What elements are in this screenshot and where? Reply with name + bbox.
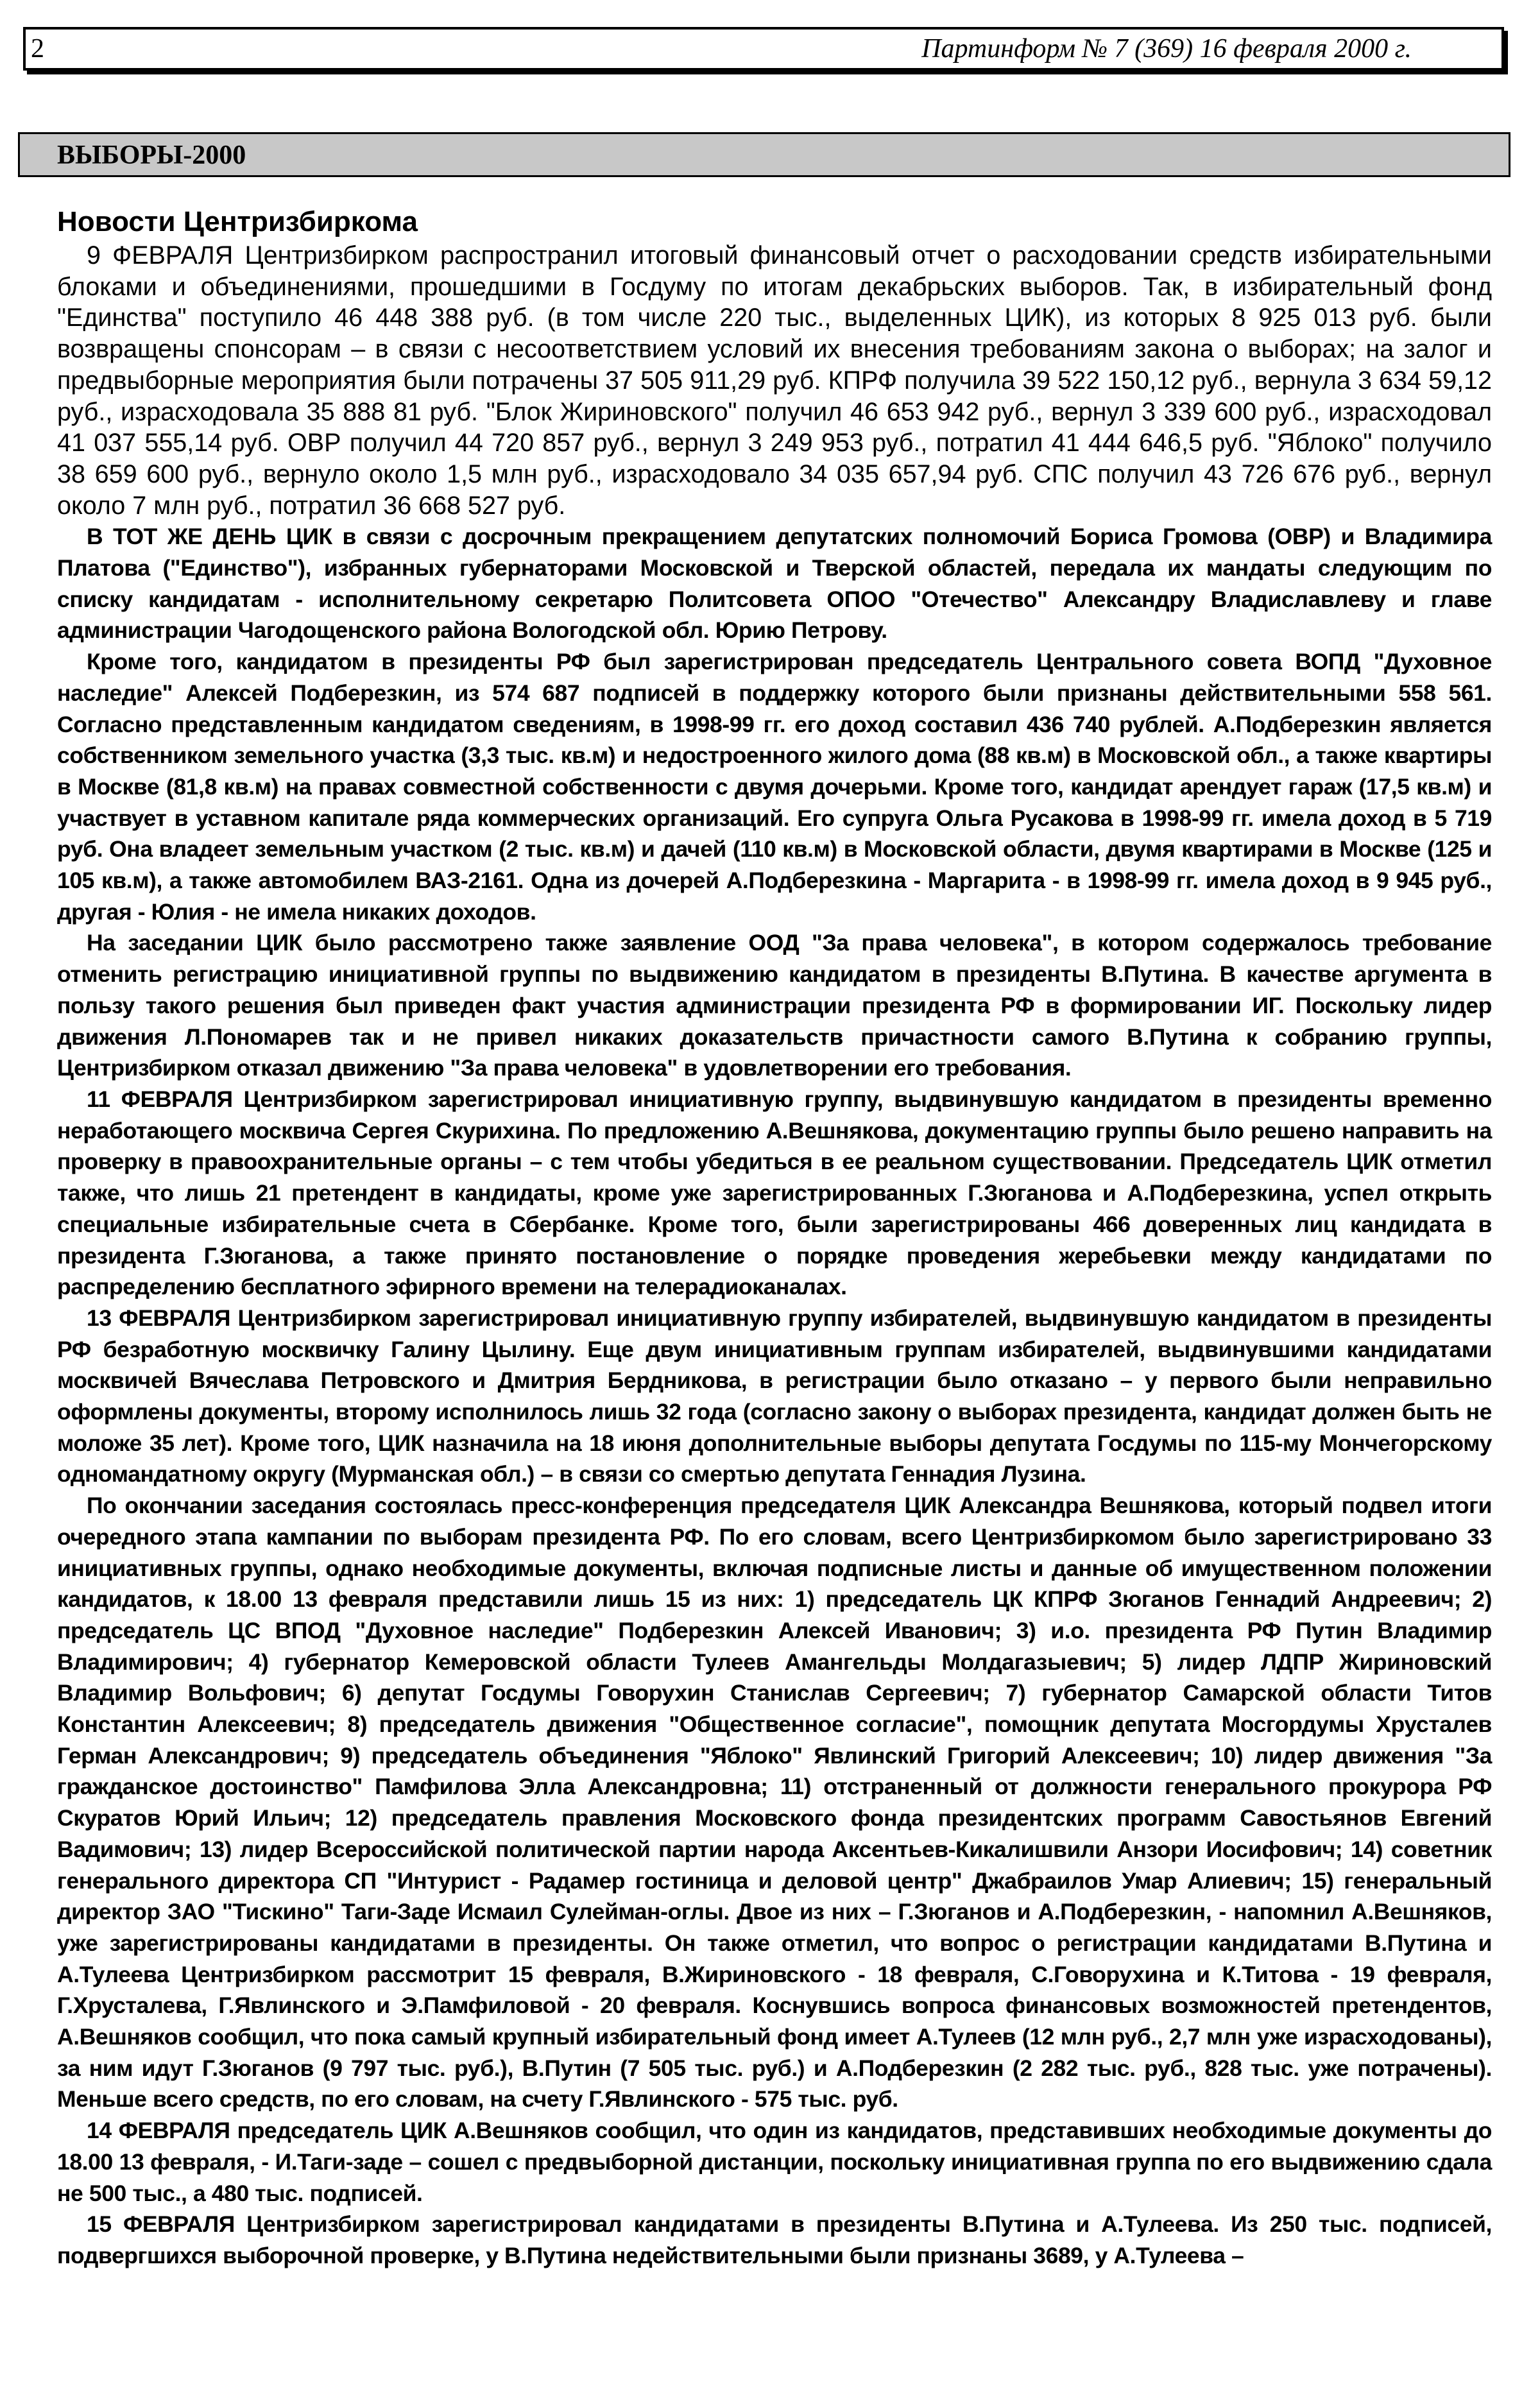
article-heading: Новости Центризбиркома [57, 206, 418, 237]
paragraph-press-conference: По окончании заседания состоялась пресс-конференция председателя ЦИК Александра Вешнякова, который подвел итоги очередного этапа кампании по выборам президента РФ. По его словам, всего Центризбиркомом было зарегистрировано 33 инициативных группы, однако необходимые документы, включая подписные листы и данные об имущественном положении кандидатов, к 18.00 13 февраля представили лишь 15 из них: 1) председатель ЦК КПРФ Зюганов Геннадий Андреевич; 2) председатель ЦС ВПОД "Духовное наследие" Подберезкин Алексей Иванович; 3) и.о. президента РФ Путин Владимир Владимирович; 4) губернатор Кемеровской области Тулеев Амангельды Молдагазыевич; 5) лидер ЛДПР Жириновский Владимир Вольфович; 6) депутат Госдумы Говорухин Станислав Сергеевич; 7) губернатор Самарской области Титов Константин Алексеевич; 8) председатель движения "Общественное согласие", помощник депутата Мосгордумы Хрусталев Герман Александрович; 9) председатель объединения "Яблоко" Явлинский Григорий Алексеевич; 10) лидер движения "За гражданское достоинство" Памфилова Элла Александровна; 11) отстраненный от должности генерального прокурора РФ Скуратов Юрий Ильич; 12) председатель правления Московского фонда президентских программ Савостьянов Евгений Вадимович; 13) лидер Всероссийской политической партии народа Аксентьев-Кикалишвили Анзори Иосифович; 14) советник генерального директора СП "Интурист - Радамер гостиница и деловой центр" Джабраилов Умар Алиевич; 15) генеральный директор ЗАО "Тискино" Таги-Заде Исмаил Сулейман-оглы. Двое из них – Г.Зюганов и А.Подберезкин, - напомнил А.Вешняков, уже зарегистрированы кандидатами в президенты. Он также отметил, что вопрос о регистрации кандидатами В.Путина и А.Тулеева Центризбирком рассмотрит 15 февраля, В.Жириновского - 18 февраля, С.Говорухина и К.Титова - 19 февраля, Г.Хрусталева, Г.Явлинского и Э.Памфиловой - 20 февраля. Коснувшись вопроса финансовых возможностей претендентов, А.Вешняков сообщил, что пока самый крупный избирательный фонд имеет А.Тулеев (12 млн руб., 2,7 млн уже израсходованы), за ним идут Г.Зюганов (9 797 тыс. руб.), В.Путин (7 505 тыс. руб.) и А.Подберезкин (2 282 тыс. руб., 828 тыс. уже потрачены). Меньше всего средств, по его словам, на счету Г.Явлинского - 575 тыс. руб. [57, 1493, 1492, 2112]
section-title: ВЫБОРЫ-2000 [57, 141, 246, 170]
section-banner [18, 132, 1510, 177]
issue-info: Партинформ № 7 (369) 16 февраля 2000 г. [921, 34, 1412, 64]
page-header [23, 27, 1504, 71]
paragraph-feb-13: 13 ФЕВРАЛЯ Центризбирком зарегистрировал инициативную группу избирателей, выдвинувшую кандидатом в президенты РФ безработную москвичку Галину Цылину. Еще двум инициативным группам избирателей, выдвинувшими кандидатами москвичей Вячеслава Петровского и Дмитрия Бердникова, в регистрации было отказано – у первого были неправильно оформлены документы, второму исполнилось лишь 32 года (согласно закону о выборах президента, кандидат должен быть не моложе 35 лет). Кроме того, ЦИК назначила на 18 июня дополнительные выборы депутата Госдумы по 115-му Мончегорскому одномандатному округу (Мурманская обл.) – в связи со смертью депутата Геннадия Лузина. [57, 1305, 1492, 1487]
page-number: 2 [31, 34, 44, 64]
paragraph-podberezkin: Кроме того, кандидатом в президенты РФ был зарегистрирован председатель Центрального совета ВОПД "Духовное наследие" Алексей Подберезкин, из 574 687 подписей в поддержку которого были признаны действительными 558 561. Согласно представленным кандидатом сведениям, в 1998-99 гг. его доход составил 436 740 рублей. А.Подберезкин является собственником земельного участка (3,3 тыс. кв.м) и недостроенного жилого дома (88 кв.м) в Московской обл., а также квартиры в Москве (81,8 кв.м) на правах совместной собственности с двумя дочерьми. Кроме того, кандидат арендует гараж (17,5 кв.м) и участвует в уставном капитале ряда коммерческих организаций. Его супруга Ольга Русакова в 1998-99 гг. имела доход в 5 719 руб. Она владеет земельным участком (2 тыс. кв.м) и дачей (110 кв.м) в Московской области, двумя квартирами в Москве (125 и 105 кв.м), а также автомобилем ВАЗ-2161. Одна из дочерей А.Подберезкина - Маргарита - в 1998-99 гг. имела доход в 9 945 руб., другая - Юлия - не имела никаких доходов. [57, 649, 1492, 925]
paragraph-human-rights: На заседании ЦИК было рассмотрено также заявление ООД "За права человека", в котором содержалось требование отменить регистрацию инициативной группы по выдвижению кандидатом в президенты В.Путина. В качестве аргумента в пользу такого решения был приведен факт участия администрации президента РФ в формировании ИГ. Поскольку лидер движения Л.Пономарев так и не привел никаких доказательств причастности самого В.Путина к собранию группы, Центризбирком отказал движению "За права человека" в удовлетворении его требования. [57, 930, 1492, 1081]
paragraph-feb-9: 9 ФЕВРАЛЯ Центризбирком распространил итоговый финансовый отчет о расходовании средств избирательными блоками и объединениями, прошедшими в Госдуму по итогам декабрьских выборов. Так, в избирательный фонд "Единства" поступило 46 448 388 руб. (в том числе 220 тыс., выделенных ЦИК), из которых 8 925 013 руб. были возвращены спонсорам – в связи с несоответствием условий их внесения требованиям закона о выборах; на залог и предвыборные мероприятия были потрачены 37 505 911,29 руб. КПРФ получила 39 522 150,12 руб., вернула 3 634 59,12 руб., израсходовала 35 888 81 руб. "Блок Жириновского" получил 46 653 942 руб., вернул 3 339 600 руб., израсходовал 41 037 555,14 руб. ОВР получил 44 720 857 руб., вернул 3 249 953 руб., потратил 41 444 646,5 руб. "Яблоко" получило 38 659 600 руб., вернуло около 1,5 млн руб., израсходовало 34 035 657,94 руб. СПС получил 43 726 676 руб., вернул около 7 млн руб., потратил 36 668 527 руб. [57, 241, 1492, 520]
paragraph-same-day: В ТОТ ЖЕ ДЕНЬ ЦИК в связи с досрочным прекращением депутатских полномочий Бориса Громова (ОВР) и Владимира Платова ("Единство"), избранных губернаторами Московской и Тверской областей, передала их мандаты следующим по списку кандидатам - исполнительному секретарю Политсовета ОПОО "Отечество" Александру Владиславлеву и главе администрации Чагодощенского района Вологодской обл. Юрию Петрову. [57, 524, 1492, 644]
paragraph-feb-11: 11 ФЕВРАЛЯ Центризбирком зарегистрировал инициативную группу, выдвинувшую кандидатом в президенты временно неработающего москвича Сергея Скурихина. По предложению А.Вешнякова, документацию группы было решено направить на проверку в правоохранительные органы – с тем чтобы убедиться в ее реальном существовании. Председатель ЦИК отметил также, что лишь 21 претендент в кандидаты, кроме уже зарегистрированных Г.Зюганова и А.Подберезкина, успел открыть специальные избирательные счета в Сбербанке. Кроме того, были зарегистрированы 466 доверенных лиц кандидата в президента Г.Зюганова, а также принято постановление о порядке проведения жеребьевки между кандидатами по распределению бесплатного эфирного времени на телерадиоканалах. [57, 1086, 1492, 1300]
paragraph-feb-15: 15 ФЕВРАЛЯ Центризбирком зарегистрировал кандидатами в президенты В.Путина и А.Тулеева. Из 250 тыс. подписей, подвергшихся выборочной проверке, у В.Путина недействительными были признаны 3689, у А.Тулеева – [57, 2211, 1492, 2268]
article [57, 204, 1492, 2272]
paragraph-feb-14: 14 ФЕВРАЛЯ председатель ЦИК А.Вешняков сообщил, что один из кандидатов, представивших необходимые документы до 18.00 13 февраля, - И.Таги-заде – сошел с предвыборной дистанции, поскольку инициативная группа по его выдвижению сдала не 500 тыс., а 480 тыс. подписей. [57, 2118, 1492, 2206]
